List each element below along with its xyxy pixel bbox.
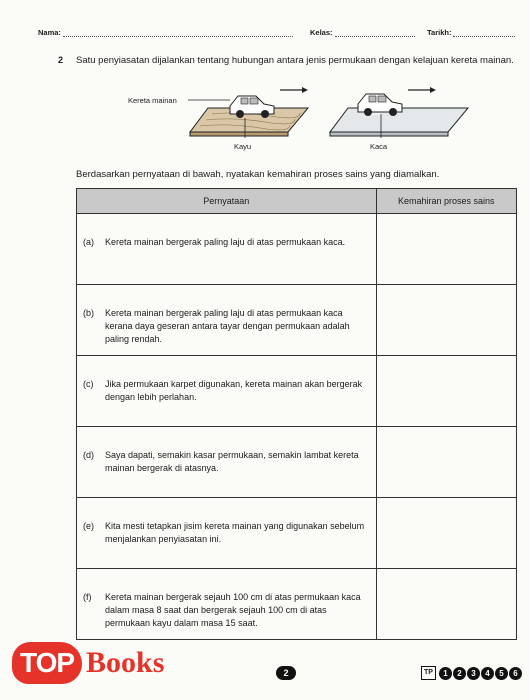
statement-text: Kereta mainan bergerak sejauh 100 cm di atas permukaan kaca dalam masa 8 saat dan bergerak sejauh 100 cm di atas permukaan kayu dalam masa 15 saat. bbox=[105, 592, 361, 628]
statement-cell bbox=[77, 356, 377, 427]
name-label: Nama: bbox=[38, 28, 61, 37]
student-info-header bbox=[38, 28, 516, 42]
statement-text: Jika permukaan karpet digunakan, kereta mainan akan bergerak dengan lebih perlahan. bbox=[105, 379, 363, 402]
table-row bbox=[77, 498, 517, 569]
statement-column-header: Pernyataan bbox=[77, 189, 377, 214]
tp-level-2: 2 bbox=[453, 667, 466, 680]
answer-cell[interactable] bbox=[376, 569, 516, 640]
tp-level-4: 4 bbox=[481, 667, 494, 680]
direction-arrow-icon bbox=[408, 87, 436, 93]
statement-text: Kereta mainan bergerak paling laju di atas permukaan kaca kerana daya geseran antara tayar dengan permukaan adalah paling rendah. bbox=[105, 308, 350, 344]
statement-text: Kereta mainan bergerak paling laju di atas permukaan kaca. bbox=[105, 237, 346, 247]
answer-cell[interactable] bbox=[376, 214, 516, 285]
answer-cell[interactable] bbox=[376, 498, 516, 569]
name-field[interactable] bbox=[38, 28, 293, 37]
tp-label: TP bbox=[421, 666, 436, 680]
page-number: 2 bbox=[276, 666, 296, 680]
skill-column-header: Kemahiran proses sains bbox=[376, 189, 516, 214]
car-label: Kereta mainan bbox=[128, 96, 177, 105]
topbooks-logo bbox=[0, 640, 200, 690]
tp-level-5: 5 bbox=[495, 667, 508, 680]
logo-books-text: Books bbox=[86, 646, 165, 679]
table-row bbox=[77, 285, 517, 356]
answer-table bbox=[76, 188, 517, 640]
glass-label: Kaca bbox=[370, 142, 388, 151]
instruction-text: Berdasarkan pernyataan di bawah, nyatakan kemahiran proses sains yang diamalkan. bbox=[76, 169, 440, 180]
answer-cell[interactable] bbox=[376, 427, 516, 498]
statement-cell bbox=[77, 214, 377, 285]
table-row bbox=[77, 356, 517, 427]
row-letter: (e) bbox=[83, 521, 94, 531]
tp-level-1: 1 bbox=[439, 667, 452, 680]
answer-cell[interactable] bbox=[376, 285, 516, 356]
statement-cell bbox=[77, 285, 377, 356]
table-header-row bbox=[77, 189, 517, 214]
row-letter: (b) bbox=[83, 308, 94, 318]
date-field[interactable] bbox=[427, 28, 515, 37]
statement-text: Kita mesti tetapkan jisim kereta mainan yang digunakan sebelum menjalankan penyiasatan ini. bbox=[105, 521, 365, 544]
statement-text: Saya dapati, semakin kasar permukaan, semakin lambat kereta mainan bergerak di atasnya. bbox=[105, 450, 359, 473]
table-row bbox=[77, 569, 517, 640]
wood-label: Kayu bbox=[234, 142, 252, 151]
row-letter: (a) bbox=[83, 237, 94, 247]
class-field[interactable] bbox=[310, 28, 415, 37]
table-row bbox=[77, 214, 517, 285]
question-number: 2 bbox=[58, 55, 64, 65]
name-line bbox=[63, 28, 293, 37]
statement-cell bbox=[77, 427, 377, 498]
statement-cell bbox=[77, 498, 377, 569]
class-label: Kelas: bbox=[310, 28, 333, 37]
statement-cell bbox=[77, 569, 377, 640]
table-row bbox=[77, 427, 517, 498]
row-letter: (f) bbox=[83, 592, 92, 602]
tp-level-6: 6 bbox=[509, 667, 522, 680]
logo-top-text: TOP bbox=[12, 642, 82, 684]
direction-arrow-icon bbox=[280, 87, 308, 93]
row-letter: (c) bbox=[83, 379, 94, 389]
tp-level-3: 3 bbox=[467, 667, 480, 680]
question-text: Satu penyiasatan dijalankan tentang hubungan antara jenis permukaan dengan kelajuan kereta mainan. bbox=[76, 55, 514, 66]
row-letter: (d) bbox=[83, 450, 94, 460]
date-line bbox=[453, 28, 515, 37]
answer-cell[interactable] bbox=[376, 356, 516, 427]
class-line bbox=[335, 28, 415, 37]
tp-levels bbox=[421, 666, 522, 680]
date-label: Tarikh: bbox=[427, 28, 452, 37]
experiment-figure bbox=[120, 86, 480, 156]
